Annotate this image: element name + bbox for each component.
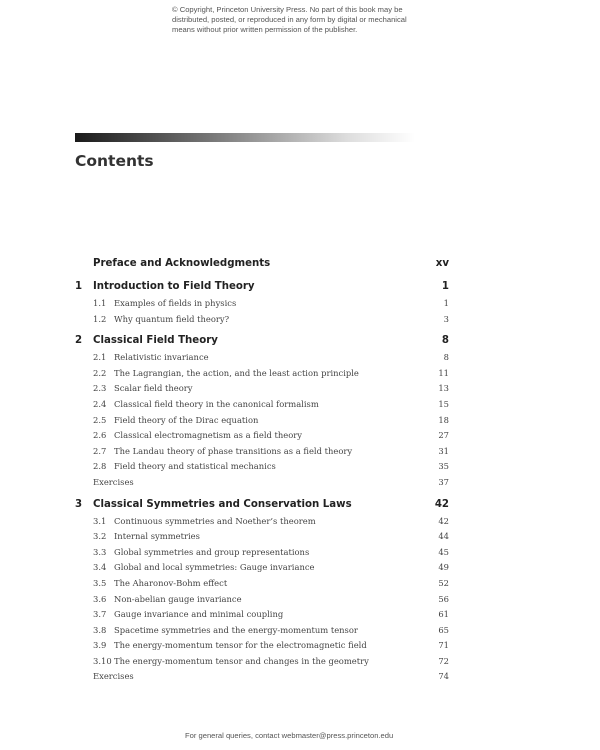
toc-section[interactable]: [75, 296, 449, 312]
toc-section[interactable]: [75, 638, 449, 654]
section-number: 3.1: [93, 515, 107, 526]
section-number: 3.4: [93, 562, 107, 573]
copyright-line: © Copyright, Princeton University Press. No part of this book may be: [172, 5, 403, 14]
section-number: 3.8: [93, 624, 107, 635]
section-number: 2.1: [93, 352, 107, 363]
section-number: 2.7: [93, 445, 107, 456]
section-title: The energy-momentum tensor for the electromagnetic field: [114, 640, 367, 651]
section-number: 3.9: [93, 640, 107, 651]
section-page: 61: [438, 609, 449, 620]
toc-section[interactable]: [75, 545, 449, 561]
section-title: Continuous symmetries and Noether’s theorem: [114, 515, 316, 526]
chapter-number: 1: [75, 281, 83, 292]
section-title: The energy-momentum tensor and changes in the geometry: [114, 655, 369, 666]
toc-section[interactable]: [75, 444, 449, 460]
section-title: Relativistic invariance: [114, 352, 209, 363]
section-page: 42: [438, 515, 449, 526]
toc-chapter[interactable]: [75, 278, 449, 296]
gradient-rule: [75, 133, 415, 142]
exercises-label: Exercises: [93, 671, 134, 682]
copyright-line: distributed, posted, or reproduced in any form by digital or mechanical: [172, 15, 407, 24]
toc-section[interactable]: [75, 607, 449, 623]
section-number: 2.3: [93, 383, 107, 394]
chapter-number: 3: [75, 498, 83, 510]
section-page: 11: [438, 367, 449, 378]
chapter-title: Classical Symmetries and Conservation Laws: [93, 498, 352, 510]
section-title: Field theory of the Dirac equation: [114, 414, 259, 425]
section-page: 65: [438, 624, 449, 635]
preface-label: Preface and Acknowledgments: [93, 258, 271, 269]
section-page: 3: [443, 313, 449, 324]
section-title: Internal symmetries: [114, 531, 200, 542]
toc-section[interactable]: [75, 397, 449, 413]
section-title: Non-abelian gauge invariance: [114, 593, 242, 604]
section-title: Global and local symmetries: Gauge invariance: [114, 562, 315, 573]
section-page: 13: [438, 383, 449, 394]
toc-section[interactable]: [75, 413, 449, 429]
section-page: 49: [438, 562, 449, 573]
chapter-title: Introduction to Field Theory: [93, 281, 255, 292]
section-title: Global symmetries and group representations: [114, 546, 310, 557]
toc-exercises[interactable]: [75, 475, 449, 491]
toc-section[interactable]: [75, 366, 449, 382]
section-page: 15: [438, 398, 449, 409]
section-title: The Landau theory of phase transitions as a field theory: [114, 445, 353, 456]
section-title: Scalar field theory: [114, 383, 193, 394]
section-title: The Aharonov-Bohm effect: [114, 577, 228, 588]
chapter-page: 42: [434, 498, 449, 510]
toc-exercises[interactable]: [75, 669, 449, 685]
section-number: 3.6: [93, 593, 107, 604]
section-number: 3.5: [93, 577, 107, 588]
toc-section[interactable]: [75, 654, 449, 670]
toc-section[interactable]: [75, 312, 449, 328]
section-number: 1.2: [93, 313, 107, 324]
exercises-page: 74: [438, 671, 449, 682]
section-page: 31: [438, 445, 449, 456]
section-title: Why quantum field theory?: [114, 313, 230, 324]
section-title: Classical field theory in the canonical formalism: [114, 398, 319, 409]
section-page: 56: [438, 593, 449, 604]
toc-section[interactable]: [75, 560, 449, 576]
exercises-label: Exercises: [93, 476, 134, 487]
toc-section[interactable]: [75, 576, 449, 592]
table-of-contents: [75, 255, 449, 690]
copyright-line: means without prior written permission of the publisher.: [172, 25, 358, 34]
chapter-title: Classical Field Theory: [93, 335, 218, 347]
section-title: Spacetime symmetries and the energy-momentum tensor: [114, 624, 358, 635]
toc-chapter[interactable]: [75, 332, 449, 350]
section-title: The Lagrangian, the action, and the least action principle: [114, 367, 359, 378]
section-page: 52: [438, 577, 449, 588]
section-page: 8: [443, 352, 449, 363]
chapter-number: 2: [75, 335, 83, 347]
section-title: Gauge invariance and minimal coupling: [114, 609, 284, 620]
section-number: 3.10: [93, 655, 112, 666]
section-number: 2.4: [93, 398, 107, 409]
footer-contact: For general queries, contact webmaster@press.princeton.edu: [185, 731, 394, 740]
section-title: Examples of fields in physics: [114, 298, 237, 308]
section-number: 3.3: [93, 546, 107, 557]
section-number: 2.2: [93, 367, 107, 378]
section-number: 3.7: [93, 609, 107, 620]
section-number: 2.5: [93, 414, 107, 425]
section-title: Classical electromagnetism as a field theory: [114, 430, 303, 441]
section-number: 1.1: [93, 298, 107, 308]
toc-section[interactable]: [75, 350, 449, 366]
section-page: 45: [438, 546, 449, 557]
toc-section[interactable]: [75, 428, 449, 444]
toc-section[interactable]: [75, 592, 449, 608]
copyright-notice: [172, 5, 462, 35]
preface-page: xv: [435, 258, 449, 269]
toc-section[interactable]: [75, 623, 449, 639]
section-page: 71: [438, 640, 449, 651]
toc-chapter[interactable]: [75, 496, 449, 514]
exercises-page: 37: [438, 476, 449, 487]
section-number: 3.2: [93, 531, 107, 542]
section-page: 72: [438, 655, 449, 666]
section-page: 27: [438, 430, 449, 441]
chapter-page: 8: [441, 335, 449, 347]
section-page: 18: [438, 414, 449, 425]
section-page: 44: [438, 531, 449, 542]
section-number: 2.8: [93, 461, 107, 472]
section-page: 35: [438, 461, 449, 472]
toc-section[interactable]: [75, 514, 449, 530]
section-page: 1: [443, 298, 449, 308]
toc-section[interactable]: [75, 529, 449, 545]
chapter-page: 1: [441, 281, 449, 292]
toc-section[interactable]: [75, 459, 449, 475]
toc-section[interactable]: [75, 381, 449, 397]
page-title: Contents: [75, 152, 154, 170]
toc-preface[interactable]: [75, 255, 449, 273]
section-title: Field theory and statistical mechanics: [114, 461, 276, 472]
section-number: 2.6: [93, 430, 107, 441]
